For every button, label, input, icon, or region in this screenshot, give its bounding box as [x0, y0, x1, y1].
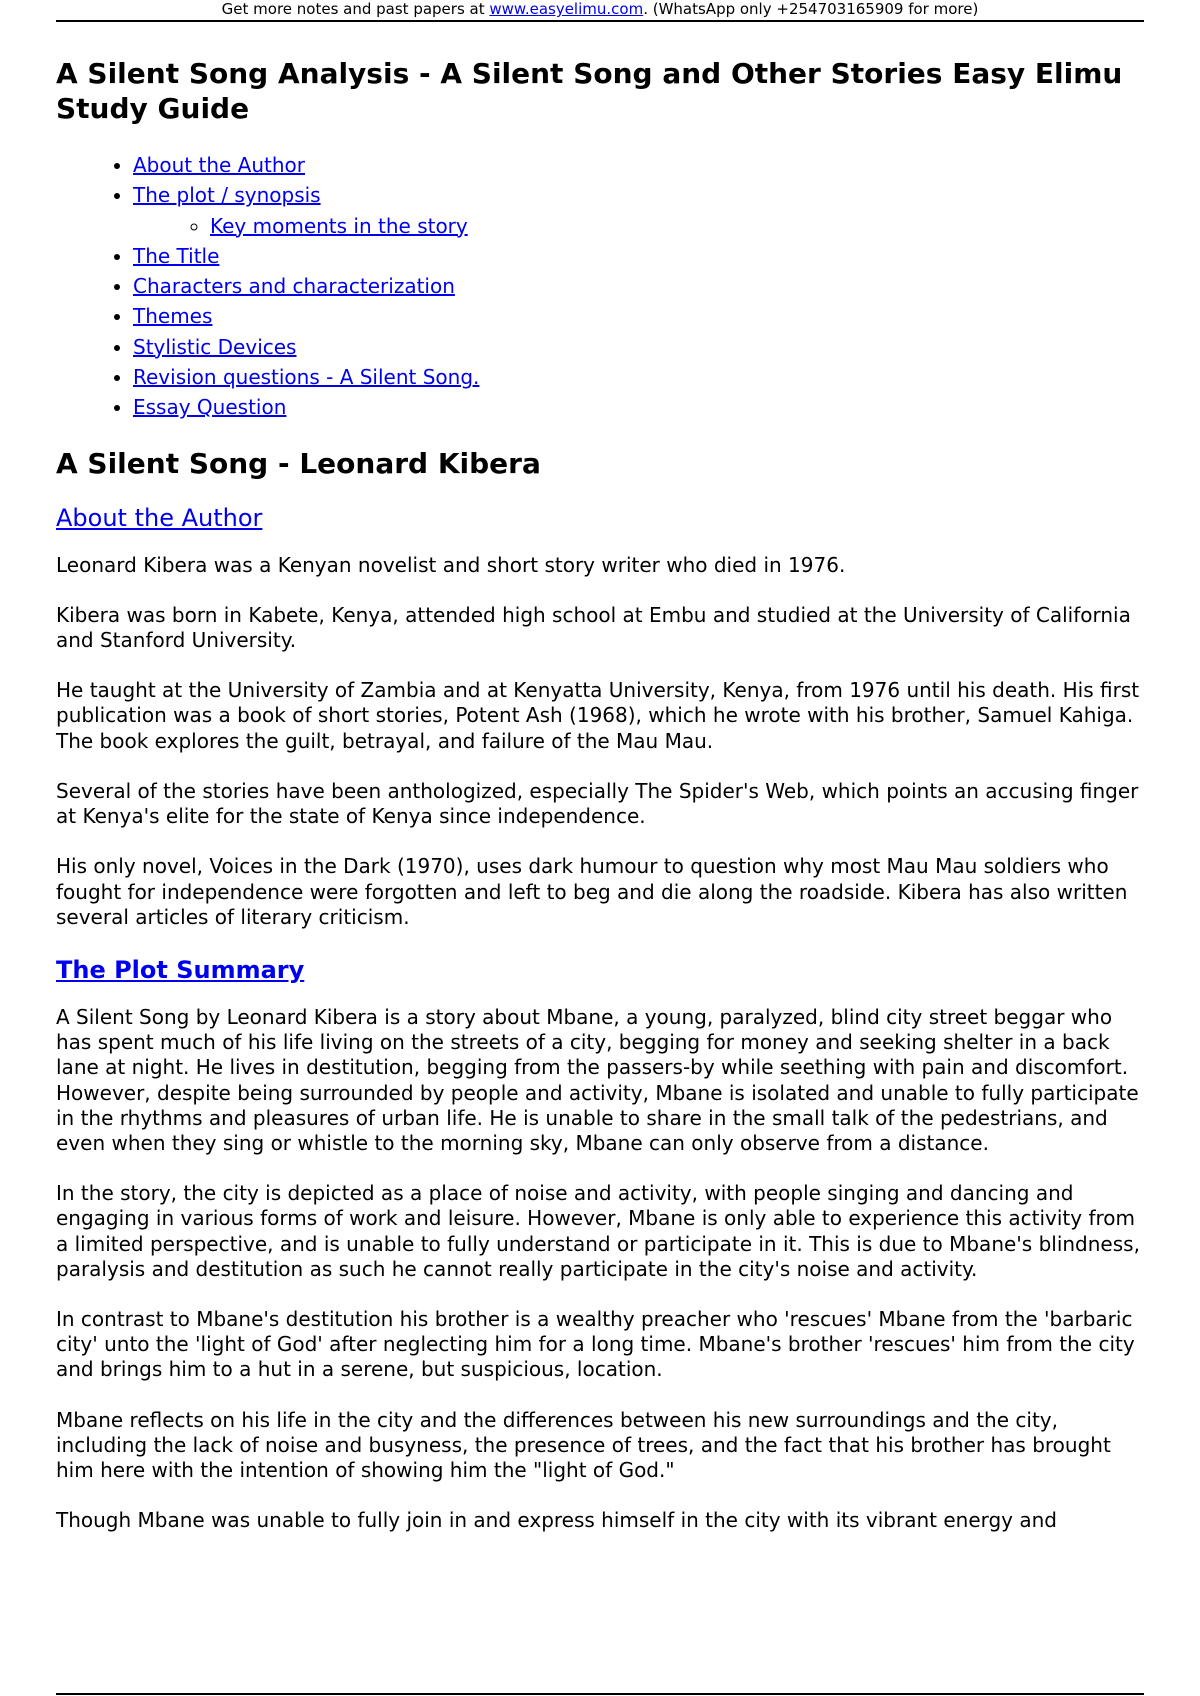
toc-link-themes[interactable]: Themes [133, 304, 213, 329]
header-website-link[interactable]: www.easyelimu.com [489, 0, 644, 18]
plot-paragraph: Mbane reflects on his life in the city and the differences between his new surroundings and the city, including the lack of noise and busyness, the presence of trees, and the fact that his brother has brought him here with the intention of showing him the "light of God." [56, 1407, 1111, 1482]
toc-link-characters[interactable]: Characters and characterization [133, 274, 455, 299]
toc-item-about-author [133, 150, 1144, 180]
toc-item-themes [133, 301, 1144, 331]
about-paragraph: Kibera was born in Kabete, Kenya, attended high school at Embu and studied at the University of California and Stanford University. [56, 602, 1131, 653]
table-of-contents [56, 150, 1144, 423]
document-body [56, 56, 1144, 1558]
toc-item-title [133, 241, 1144, 271]
about-paragraph: Leonard Kibera was a Kenyan novelist and short story writer who died in 1976. [56, 552, 846, 577]
toc-link-about-author[interactable]: About the Author [133, 153, 306, 177]
toc-item-essay-question [133, 392, 1144, 422]
section-title: A Silent Song - Leonard Kibera [56, 446, 541, 480]
toc-link-revision-questions[interactable]: Revision questions - A Silent Song. [133, 365, 480, 390]
about-author-heading-link[interactable]: About the Author [56, 503, 263, 532]
toc-item-revision-questions [133, 362, 1144, 392]
about-author-heading [56, 503, 1144, 533]
plot-paragraph: Though Mbane was unable to fully join in and express himself in the city with its vibrant energy and [56, 1508, 1058, 1533]
header-suffix: . (WhatsApp only +254703165909 for more) [643, 0, 979, 18]
toc-sublist [133, 211, 1144, 241]
plot-paragraph: In contrast to Mbane's destitution his brother is a wealthy preacher who 'rescues' Mbane from the 'barbaric city' unto the 'light of God' after neglecting him for a long time. Mbane's brother 'rescues' him from the city and brings him to a hut in a serene, but suspicious, location. [56, 1306, 1135, 1382]
about-paragraph: He taught at the University of Zambia and at Kenyatta University, Kenya, from 1976 until his death. His first publication was a book of short stories, Potent Ash (1968), which he wrote with his brother, Samuel Kahiga. The book explores the guilt, betrayal, and failure of the Mau Mau. [56, 678, 1140, 753]
toc-link-key-moments[interactable]: Key moments in the story [210, 213, 468, 238]
plot-summary-heading-link[interactable]: The Plot Summary [56, 955, 305, 984]
toc-link-essay-question[interactable]: Essay Question [133, 395, 287, 420]
page-title: A Silent Song Analysis - A Silent Song and Other Stories Easy Elimu Study Guide [56, 57, 1123, 125]
toc-link-plot[interactable]: The plot / synopsis [133, 183, 321, 208]
about-paragraph: His only novel, Voices in the Dark (1970), uses dark humour to question why most Mau Mau soldiers who fought for independence were forgotten and left to beg and die along the roadside. Kibera has also written several articles of literary criticism. [56, 854, 1128, 929]
page-header [56, 0, 1144, 22]
toc-item-stylistic-devices [133, 332, 1144, 362]
plot-summary-heading [56, 955, 1144, 985]
plot-paragraph: In the story, the city is depicted as a place of noise and activity, with people singing and dancing and engaging in various forms of work and leisure. However, Mbane is only able to experience this activity from a limited perspective, and is unable to fully understand or participate in it. This is due to Mbane's blindness, paralysis and destitution as such he cannot really participate in the city's noise and activity. [56, 1181, 1140, 1281]
toc-link-title[interactable]: The Title [133, 243, 220, 268]
toc-item-key-moments [210, 211, 1144, 241]
about-paragraph: Several of the stories have been anthologized, especially The Spider's Web, which points an accusing finger at Kenya's elite for the state of Kenya since independence. [56, 778, 1139, 829]
toc-link-stylistic-devices[interactable]: Stylistic Devices [133, 334, 297, 359]
toc-item-characters [133, 271, 1144, 301]
toc-item-plot [133, 180, 1144, 241]
plot-paragraph: A Silent Song by Leonard Kibera is a story about Mbane, a young, paralyzed, blind city street beggar who has spent much of his life living on the streets of a city, begging for money and seeking shelter in a back lane at night. He lives in destitution, begging from the passers-by while seething with pain and discomfort. However, despite being surrounded by people and activity, Mbane is isolated and unable to fully participate in the rhythms and pleasures of urban life. He is unable to share in the small talk of the pedestrians, and even when they sing or whistle to the morning sky, Mbane can only observe from a distance. [56, 1004, 1139, 1155]
footer-divider [56, 1693, 1144, 1695]
header-prefix: Get more notes and past papers at [221, 0, 490, 18]
